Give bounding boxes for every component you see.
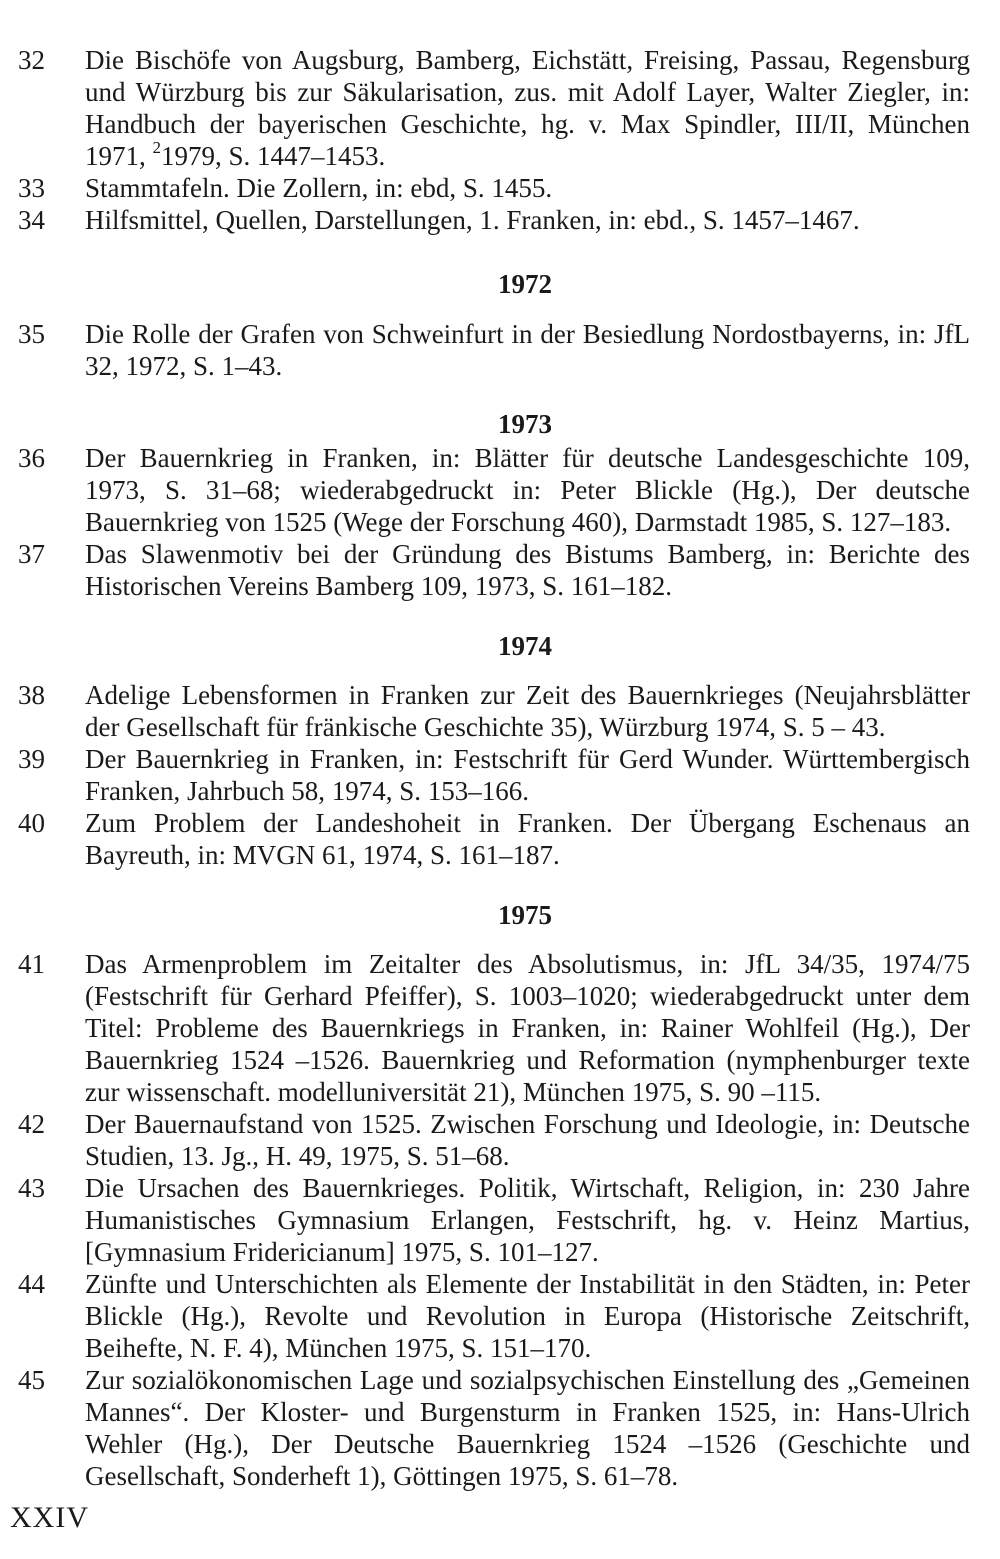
- entry-text: [85, 44, 970, 172]
- entry-number: 38: [18, 680, 45, 710]
- entry-number: 39: [18, 744, 45, 774]
- entry-text: Zur sozialökonomischen Lage und sozialpsychischen Einstellung des „Gemeinen Mannes“. Der Kloster- und Burgensturm in Franken 1525, in: Hans-Ulrich Wehler (Hg.), Der Deutsche Bauernkrieg 1524 –1526 (Geschichte und Gesellschaft, Sonderheft 1), Göttingen 1975, S. 61–78.: [85, 1365, 970, 1491]
- entry-text: Die Rolle der Grafen von Schweinfurt in der Besiedlung Nordostbayerns, in: JfL 32, 1972, S. 1–43.: [85, 319, 970, 381]
- entry-number: 45: [18, 1365, 45, 1395]
- entry-number: 33: [18, 173, 45, 203]
- entry-number: 44: [18, 1269, 45, 1299]
- entry-text: Zum Problem der Landeshoheit in Franken. Der Übergang Eschenaus an Bayreuth, in: MVGN 61, 1974, S. 161–187.: [85, 808, 970, 870]
- entry-text: Hilfsmittel, Quellen, Darstellungen, 1. Franken, in: ebd., S. 1457–1467.: [85, 205, 860, 235]
- entry-text-end: 1979, S. 1447–1453.: [161, 141, 386, 171]
- entry-number: 34: [18, 205, 45, 235]
- entry-number: 40: [18, 808, 45, 838]
- entry-number: 42: [18, 1109, 45, 1139]
- entry-text-main: Die Bischöfe von Augsburg, Bamberg, Eichstätt, Freising, Passau, Regensburg und Würzburg bis zur Säkularisation, zus. mit Adolf Layer, Walter Ziegler, in: Handbuch der bayerischen Geschichte, hg. v. Max Spindler, III/II, München 1971,: [85, 45, 970, 171]
- entry-number: 32: [18, 45, 45, 75]
- entry-text: Der Bauernkrieg in Franken, in: Blätter für deutsche Landesgeschichte 109, 1973, S. 31–68; wiederabgedruckt in: Peter Blickle (Hg.), Der deutsche Bauernkrieg von 1525 (Wege der Forschung 460), Darmstadt 1985, S. 127–183.: [85, 443, 970, 537]
- entry-text: Die Ursachen des Bauernkrieges. Politik, Wirtschaft, Religion, in: 230 Jahre Humanistisches Gymnasium Erlangen, Festschrift, hg. v. Heinz Martius, [Gymnasium Fridericianum] 1975, S. 101–127.: [85, 1173, 970, 1267]
- entry-number: 41: [18, 949, 45, 979]
- entry-text: Der Bauernaufstand von 1525. Zwischen Forschung und Ideologie, in: Deutsche Studien, 13. Jg., H. 49, 1975, S. 51–68.: [85, 1109, 970, 1171]
- year-heading: 1972: [498, 269, 552, 299]
- edition-superscript: 2: [152, 138, 161, 157]
- entry-text: Zünfte und Unterschichten als Elemente der Instabilität in den Städten, in: Peter Blickle (Hg.), Revolte und Revolution in Europa (Historische Zeitschrift, Beihefte, N. F. 4), München 1975, S. 151–170.: [85, 1269, 970, 1363]
- entry-number: 43: [18, 1173, 45, 1203]
- year-heading: 1974: [498, 631, 552, 661]
- entry-number: 36: [18, 443, 45, 473]
- entry-text: Der Bauernkrieg in Franken, in: Festschrift für Gerd Wunder. Württembergisch Franken, Jahrbuch 58, 1974, S. 153–166.: [85, 744, 970, 806]
- entry-text: Adelige Lebensformen in Franken zur Zeit des Bauernkrieges (Neujahrsblätter der Gesellschaft für fränkische Geschichte 35), Würzburg 1974, S. 5 – 43.: [85, 680, 970, 742]
- year-heading: 1973: [498, 409, 552, 439]
- page-number: XXIV: [10, 1501, 89, 1534]
- year-heading: 1975: [498, 900, 552, 930]
- entry-number: 37: [18, 539, 45, 569]
- entry-text: Stammtafeln. Die Zollern, in: ebd, S. 1455.: [85, 173, 553, 203]
- entry-text: Das Armenproblem im Zeitalter des Absolutismus, in: JfL 34/35, 1974/75 (Festschrift für Gerhard Pfeiffer), S. 1003–1020; wiederabgedruckt unter dem Titel: Probleme des Bauernkriegs in Franken, in: Rainer Wohlfeil (Hg.), Der Bauernkrieg 1524 –1526. Bauernkrieg und Reformation (nymphenburger texte zur wissenschaft. modelluniversität 21), München 1975, S. 90 –115.: [85, 949, 970, 1107]
- entry-text: Das Slawenmotiv bei der Gründung des Bistums Bamberg, in: Berichte des Historischen Vereins Bamberg 109, 1973, S. 161–182.: [85, 539, 970, 601]
- entry-number: 35: [18, 319, 45, 349]
